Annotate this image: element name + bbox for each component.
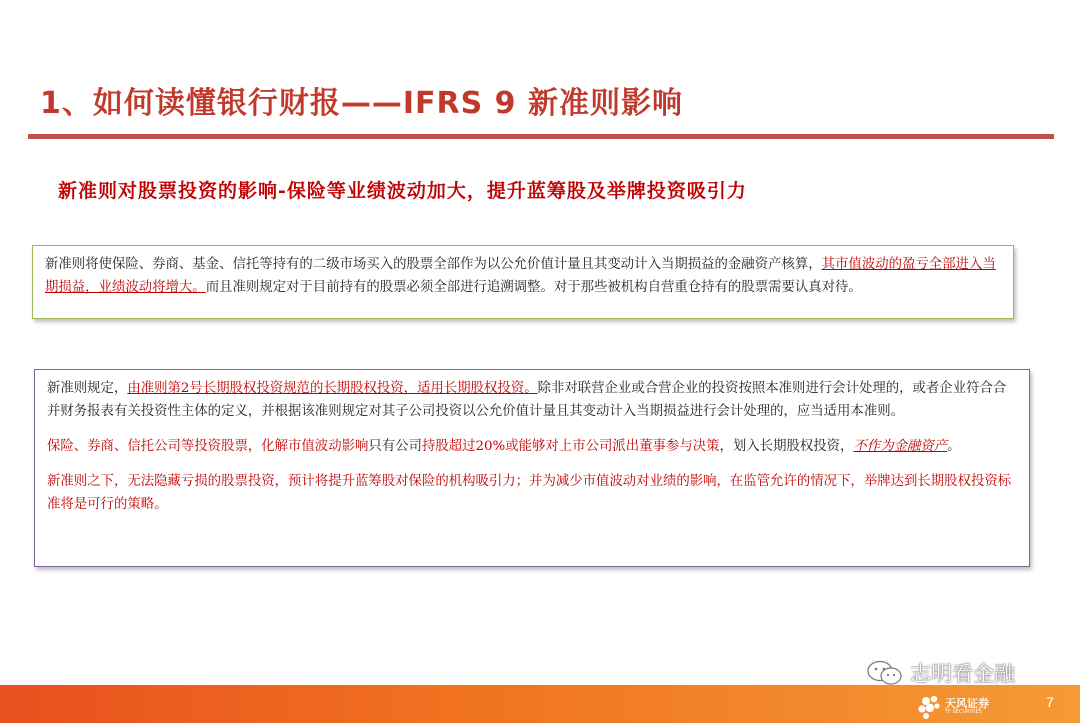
footer-brand-subtitle: TF SECURITIES <box>945 709 982 715</box>
box2-p1-text-c: 除非对联营企业或合营企业的投资按照本准则进行会计处理的，或者企业符合合并财务报表有关投资性主体的定义，并根据该准则规定对其子公司投资以公允价值计量且其变动计入当期损益进行会计处理的，应当适用本准则。 <box>47 381 1007 419</box>
box1-paragraph <box>45 253 999 299</box>
note-box-insurance-impact <box>32 245 1014 319</box>
box2-p2-text-d: ，划入长期股权投资， <box>719 439 854 454</box>
box2-p2-text-c: 持股超过20%或能够对上市公司派出董事参与决策 <box>421 439 720 454</box>
box2-paragraph-2 <box>47 435 1015 458</box>
box2-paragraph-1 <box>47 377 1015 423</box>
wechat-icon <box>866 659 904 687</box>
section-subtitle: 新准则对股票投资的影响-保险等业绩波动加大，提升蓝筹股及举牌投资吸引力 <box>58 180 747 202</box>
box2-p1-text-a: 新准则规定， <box>47 381 128 396</box>
box1-text-c: 而且准则规定对于目前持有的股票必须全部进行追溯调整。对于那些被机构自营重仓持有的股票需要认真对待。 <box>205 280 862 295</box>
note-box-long-term-equity <box>34 369 1030 567</box>
box1-emphasis: 其市值波动的盈亏全部进入当期损益，业绩波动将增大。 <box>45 257 996 295</box>
footer-brand-name: 天风证券 <box>945 697 989 710</box>
box2-p2-emphasis: 不作为金融资产 <box>853 439 948 454</box>
box2-p2-text-b: 只有公司 <box>368 439 422 454</box>
page-title: 1、如何读懂银行财报——IFRS 9 新准则影响 <box>40 86 683 121</box>
wechat-watermark <box>866 655 1015 691</box>
page-number: 7 <box>1046 694 1054 710</box>
box2-paragraph-3: 新准则之下，无法隐藏亏损的股票投资，预计将提升蓝筹股对保险的机构吸引力；并为减少市值波动对业绩的影响，在监管允许的情况下，举牌达到长期股权投资标准将是可行的策略。 <box>47 474 1012 512</box>
box2-p2-text-a: 保险、券商、信托公司等投资股票，化解市值波动影响 <box>47 439 369 454</box>
watermark-text: 志明看金融 <box>910 662 1015 686</box>
box2-p1-emphasis: 由准则第2号长期股权投资规范的长期股权投资，适用长期股权投资。 <box>127 381 538 396</box>
box2-p2-text-f: 。 <box>947 439 961 454</box>
box1-text-a: 新准则将使保险、券商、基金、信托等持有的二级市场买入的股票全部作为以公允价值计量且其变动计入当期损益的金融资产核算， <box>45 257 822 272</box>
title-divider <box>28 134 1054 139</box>
